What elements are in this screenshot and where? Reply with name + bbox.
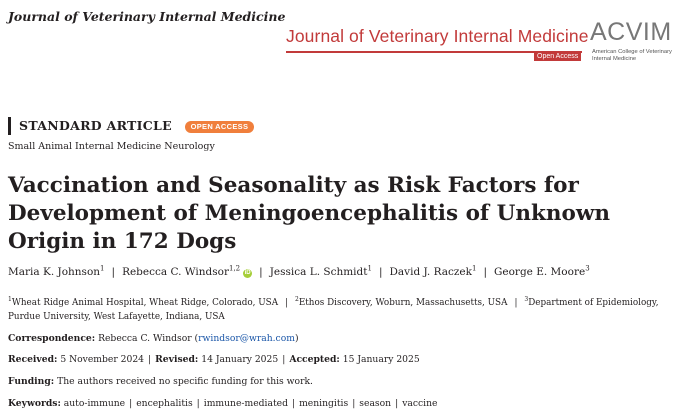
article-type-label: STANDARD ARTICLE <box>19 118 172 133</box>
author-list: Maria K. Johnson$^1$ | Rebecca C. Windsor$^{1,2}$iD | Jessica L. Schmidt$^1$ | David J. Raczek$^1$ | George E. Moore$^3$ <box>8 264 590 278</box>
author[interactable]: David J. Raczek$^1$ <box>389 264 477 278</box>
keyword[interactable]: meningitis <box>299 398 349 409</box>
banner-open-access: Open Access <box>534 52 581 61</box>
affiliation: Wheat Ridge Animal Hospital, Wheat Ridge, Colorado, USA <box>11 297 279 308</box>
acvim-logo-subtitle: American College of Veterinary Internal Medicine <box>592 49 672 62</box>
author[interactable]: George E. Moore$^3$ <box>494 264 590 278</box>
keyword[interactable]: vaccine <box>402 398 438 409</box>
running-head: Journal of Veterinary Internal Medicine <box>8 9 286 24</box>
keyword[interactable]: auto-immune <box>63 398 126 409</box>
acvim-logo-text: ACVIM <box>590 18 672 46</box>
affiliation: Ethos Discovery, Woburn, Massachusetts, USA <box>298 297 508 308</box>
subject-category: Small Animal Internal Medicine Neurology <box>8 141 215 152</box>
orcid-icon[interactable]: iD <box>244 269 251 276</box>
keywords: Keywords: auto-immune | encephalitis | immune-mediated | meningitis | season | vaccine <box>8 398 438 409</box>
banner-journal-title: Journal of Veterinary Internal Medicine <box>286 26 589 46</box>
article-type <box>8 117 254 135</box>
correspondence: Correspondence: Rebecca C. Windsor (rwindsor@wrah.com) <box>8 333 299 344</box>
article-title: Vaccination and Seasonality as Risk Factors for Development of Meningoencephalitis of Unknown Origin in 172 Dogs <box>8 173 611 254</box>
funding: Funding: The authors received no specific funding for this work. <box>8 376 313 387</box>
affiliations: $^1$Wheat Ridge Animal Hospital, Wheat Ridge, Colorado, USA | $^2$Ethos Discovery, Woburn, Massachusetts, USA | $^3$Department of Epidemiology, Purdue University, West Lafayette, Indiana, USA <box>8 296 659 322</box>
journal-banner[interactable] <box>286 18 678 74</box>
author[interactable]: Maria K. Johnson$^1$ <box>8 264 105 278</box>
acvim-logo <box>590 18 678 74</box>
open-access-badge: OPEN ACCESS <box>185 121 255 133</box>
correspondence-email-link[interactable]: rwindsor@wrah.com <box>198 333 295 344</box>
author[interactable]: Jessica L. Schmidt$^1$ <box>269 264 372 278</box>
keyword[interactable]: immune-mediated <box>203 398 288 409</box>
keyword[interactable]: season <box>359 398 392 409</box>
affiliation: Department of Epidemiology, Purdue University, West Lafayette, Indiana, USA <box>8 297 659 322</box>
dates: Received: 5 November 2024 | Revised: 14 January 2025 | Accepted: 15 January 2025 <box>8 354 420 365</box>
keyword[interactable]: encephalitis <box>136 398 193 409</box>
author[interactable]: Rebecca C. Windsor$^{1,2}$iD <box>122 264 251 278</box>
